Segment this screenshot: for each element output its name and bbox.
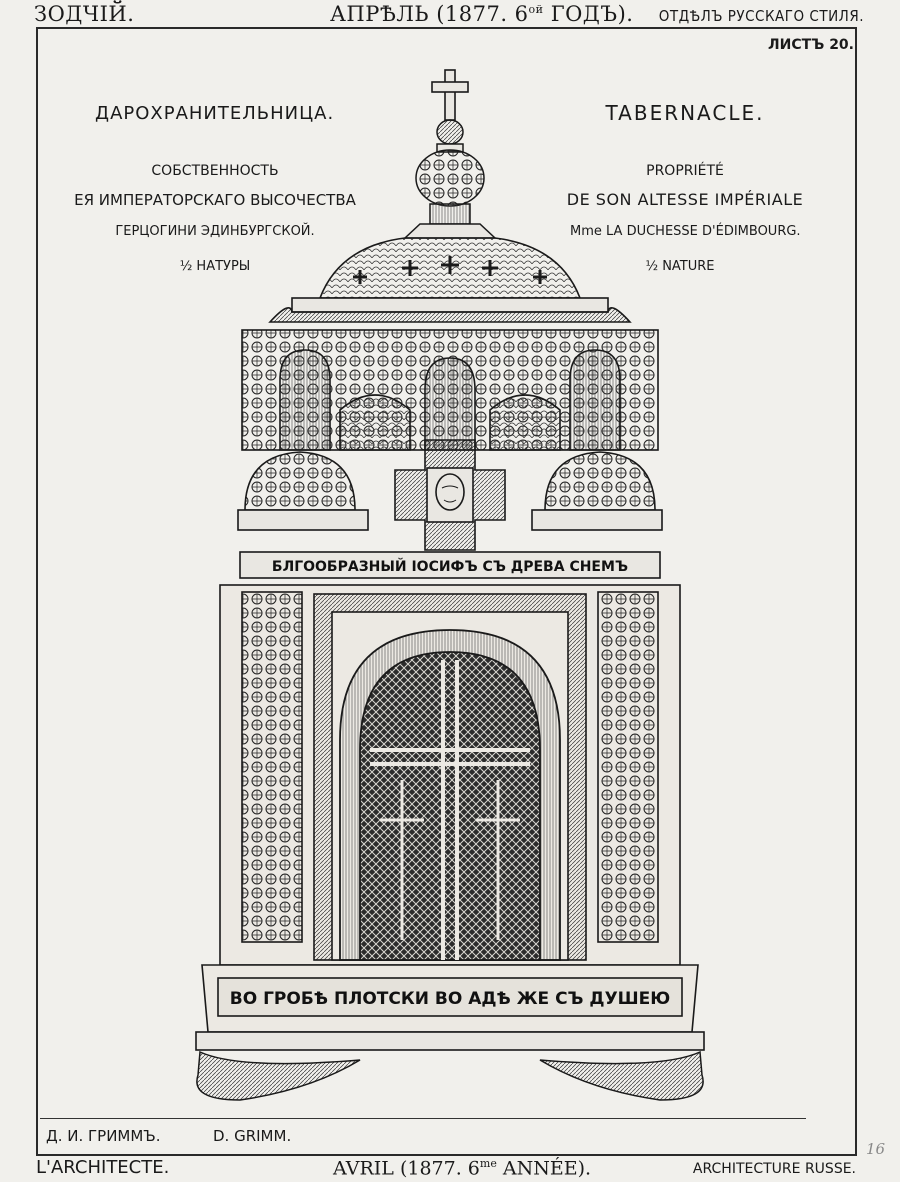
title-french: TABERNACLE. — [605, 101, 765, 125]
arched-door — [340, 630, 560, 960]
owner-french-line3: Mme LA DUCHESSE D'ÉDIMBOURG. — [570, 224, 801, 239]
owner-russian-line2: ЕЯ ИМПЕРАТОРСКАГО ВЫСОЧЕСТВА — [74, 191, 356, 209]
issue-date-main: АПРѢЛЬ (1877. 6 — [330, 2, 529, 26]
owner-french-line1: PROPRIÉTÉ — [646, 163, 724, 179]
sheet-number: ЛИСТЪ 20. — [768, 37, 854, 53]
band-inscription: БЛГООБРАЗНЫЙ ІОСИФЪ СЪ ДРЕВА СНЕМЪ — [271, 559, 629, 575]
journal-title: ЗОДЧІЙ. — [34, 2, 135, 26]
winged-feet — [197, 1052, 703, 1100]
issue-date — [330, 2, 633, 26]
scale-french: ½ NATURE — [645, 259, 715, 274]
top-cross — [432, 70, 468, 120]
tabernacle-base — [196, 965, 704, 1050]
journal-title-french: L'ARCHITECTE. — [36, 1157, 170, 1178]
upper-arcade — [242, 330, 658, 450]
issue-date-french-main: AVRIL (1877. 6 — [333, 1157, 480, 1180]
base-inscription: ВО ГРОБѢ ПЛОТСКИ ВО АДѢ ЖЕ СЪ ДУШЕЮ — [229, 989, 671, 1009]
finial-orb — [405, 120, 495, 238]
owner-russian-line3: ГЕРЦОГИНИ ЭДИНБУРГСКОЙ. — [115, 224, 315, 239]
issue-date-sup: ой — [528, 3, 544, 16]
dome-roof — [270, 238, 630, 322]
section-title-french: ARCHITECTURE RUSSE. — [692, 1161, 856, 1177]
scale-russian: ½ НАТУРЫ — [179, 259, 251, 274]
title-russian: ДАРОХРАНИТЕЛЬНИЦА. — [95, 103, 335, 124]
issue-date-end: ГОДЪ). — [543, 2, 634, 26]
center-icon-cross — [395, 440, 505, 550]
inscription-band — [240, 552, 660, 578]
issue-date-french-end: ANNÉE). — [496, 1157, 592, 1180]
plate-baseline — [40, 1118, 806, 1119]
tabernacle-drawing — [180, 60, 720, 1120]
owner-french-line2: DE SON ALTESSE IMPÉRIALE — [566, 190, 804, 209]
section-title: ОТДѢЛЪ РУССКАГО СТИЛЯ. — [658, 7, 864, 25]
issue-date-french-sup: me — [479, 1157, 497, 1170]
author-russian: Д. И. ГРИММЪ. — [46, 1127, 161, 1145]
author-french: D. GRIMM. — [213, 1127, 292, 1145]
issue-date-french — [333, 1157, 591, 1179]
owner-russian-line1: СОБСТВЕННОСТЬ — [151, 163, 279, 179]
pencil-mark: 16 — [866, 1140, 886, 1158]
